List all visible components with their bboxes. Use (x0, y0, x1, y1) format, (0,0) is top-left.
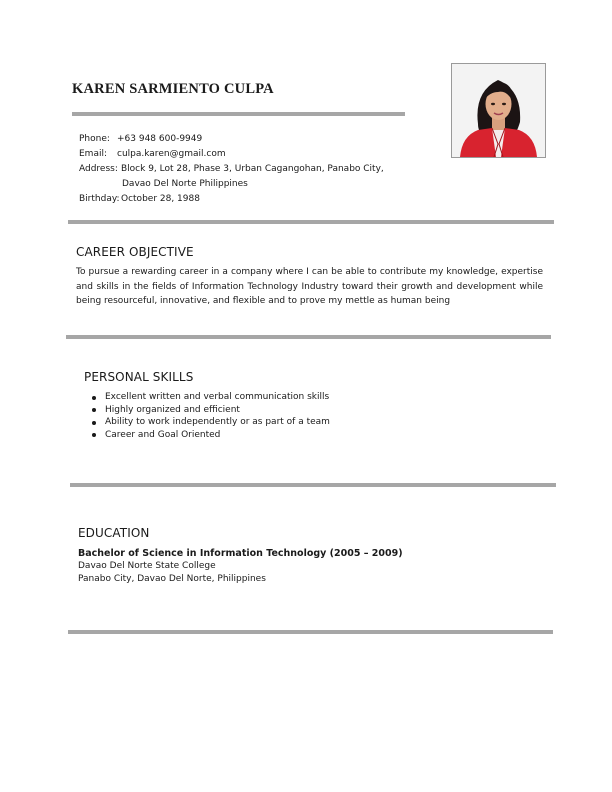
birthday-value: October 28, 1988 (121, 194, 200, 204)
career-objective-text: To pursue a rewarding career in a company where I can be able to contribute my knowledge, expertise and skills in the fields of Information Technology Industry toward their growth and development while being resourceful, innovative, and flexible and to prove my mettle as human being (76, 267, 543, 306)
address-line1: Block 9, Lot 28, Phase 3, Urban Cagangohan, Panabo City, (121, 164, 384, 174)
career-objective-heading: CAREER OBJECTIVE (76, 245, 194, 259)
address-line2: Davao Del Norte Philippines (122, 179, 248, 189)
contact-info (79, 132, 384, 207)
personal-skills-heading: PERSONAL SKILLS (84, 370, 194, 384)
address-label: Address: (79, 164, 118, 174)
email-value: culpa.karen@gmail.com (117, 149, 226, 159)
birthday-label: Birthday: (79, 194, 120, 204)
phone-label: Phone: (79, 134, 110, 144)
career-divider (66, 335, 551, 339)
contact-divider (68, 220, 554, 224)
contact-phone-row (79, 132, 384, 147)
education-school: Davao Del Norte State College (78, 561, 216, 571)
profile-photo-icon (452, 64, 545, 157)
list-item: Excellent written and verbal communication skills (88, 391, 330, 404)
education-heading: EDUCATION (78, 526, 150, 540)
skills-divider (70, 483, 556, 487)
education-location: Panabo City, Davao Del Norte, Philippines (78, 574, 266, 584)
contact-birthday-row (79, 192, 384, 207)
education-degree: Bachelor of Science in Information Technology (2005 – 2009) (78, 548, 403, 559)
list-item: Career and Goal Oriented (88, 429, 330, 442)
contact-address-row-2 (79, 177, 384, 192)
contact-address-row (79, 162, 384, 177)
email-label: Email: (79, 149, 108, 159)
profile-photo (451, 63, 546, 158)
resume-name: KAREN SARMIENTO CULPA (72, 81, 274, 97)
education-details (78, 547, 403, 586)
phone-value: +63 948 600-9949 (117, 134, 203, 144)
list-item: Highly organized and efficient (88, 404, 330, 417)
contact-email-row (79, 147, 384, 162)
list-item: Ability to work independently or as part of a team (88, 416, 330, 429)
header-divider (72, 112, 405, 116)
skills-list (88, 391, 330, 441)
education-divider (68, 630, 553, 634)
